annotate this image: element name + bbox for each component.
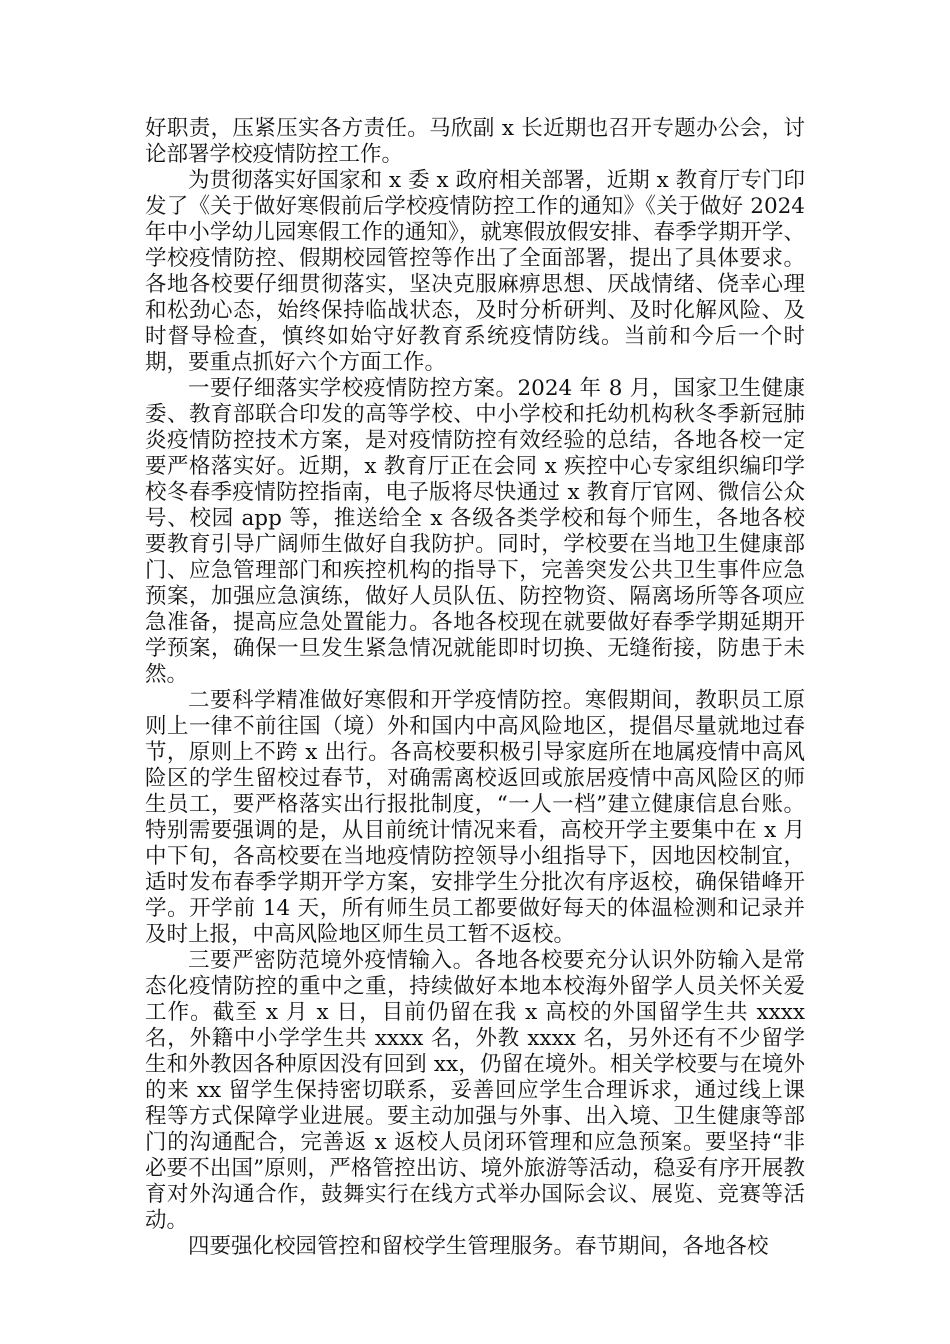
paragraph-task-four: 四要强化校园管控和留校学生管理服务。春节期间，各地各校 (188, 1234, 769, 1259)
paragraph-overview: 为贯彻落实好国家和 x 委 x 政府相关部署，近期 x 教育厅专门印发了《关于做好寒假前后学校疫情防控工作的通知》《关于做好 2024 年中小学幼儿园寒假工作的通知》，就寒假放假安排、春季学期开学、学校疫情防控、假期校园管控等作出了全面部署，提出了具体要求。各地各校要仔细贯彻落实，坚决克服麻痹思想、厌战情绪、侥幸心理和松劲心态，始终保持临战状态，及时分析研判、及时化解风险、及时督导检查，慎终如始守好教育系统疫情防线。当前和今后一个时期，要重点抓好六个方面工作。 (145, 168, 805, 375)
document-body (145, 116, 805, 1260)
paragraph-task-two: 二要科学精准做好寒假和开学疫情防控。寒假期间，教职员工原则上一律不前往国（境）外和国内中高风险地区，提倡尽量就地过春节，原则上不跨 x 出行。各高校要积极引导家庭所在地属疫情中高风险区的学生留校过春节，对确需离校返回或旅居疫情中高风险区的师生员工，要严格落实出行报批制度，“一人一档”建立健康信息台账。特别需要强调的是，从目前统计情况来看，高校开学主要集中在 x 月中下旬，各高校要在当地疫情防控领导小组指导下，因地因校制宜，适时发布春季学期开学方案，安排学生分批次有序返校，确保错峰开学。开学前 14 天，所有师生员工都要做好每天的体温检测和记录并及时上报，中高风险地区师生员工暂不返校。 (145, 688, 805, 947)
paragraph-continuation: 好职责，压紧压实各方责任。马欣副 x 长近期也召开专题办公会，讨论部署学校疫情防控工作。 (145, 116, 805, 167)
paragraph-task-one: 一要仔细落实学校疫情防控方案。2024 年 8 月，国家卫生健康委、教育部联合印发的高等学校、中小学校和托幼机构秋冬季新冠肺炎疫情防控技术方案，是对疫情防控有效经验的总结，各地各校一定要严格落实好。近期，x 教育厅正在会同 x 疾控中心专家组织编印学校冬春季疫情防控指南，电子版将尽快通过 x 教育厅官网、微信公众号、校园 app 等，推送给全 x 各级各类学校和每个师生，各地各校要教育引导广阔师生做好自我防护。同时，学校要在当地卫生健康部门、应急管理部门和疾控机构的指导下，完善突发公共卫生事件应急预案，加强应急演练，做好人员队伍、防控物资、隔离场所等各项应急准备，提高应急处置能力。各地各校现在就要做好春季学期延期开学预案，确保一旦发生紧急情况就能即时切换、无缝衔接，防患于未然。 (145, 376, 805, 687)
paragraph-task-three: 三要严密防范境外疫情输入。各地各校要充分认识外防输入是常态化疫情防控的重中之重，持续做好本地本校海外留学人员关怀关爱工作。截至 x 月 x 日，目前仍留在我 x 高校的外国留学生共 xxxx 名，外籍中小学学生共 xxxx 名，外教 xxxx 名，另外还有不少留学生和外教因各种原因没有回到 xx，仍留在境外。相关学校要与在境外的来 xx 留学生保持密切联系，妥善回应学生合理诉求，通过线上课程等方式保障学业进展。要主动加强与外事、出入境、卫生健康等部门的沟通配合，完善返 x 返校人员闭环管理和应急预案。要坚持“非必要不出国”原则，严格管控出访、境外旅游等活动，稳妥有序开展教育对外沟通合作，鼓舞实行在线方式举办国际会议、展览、竞赛等活动。 (145, 948, 805, 1233)
